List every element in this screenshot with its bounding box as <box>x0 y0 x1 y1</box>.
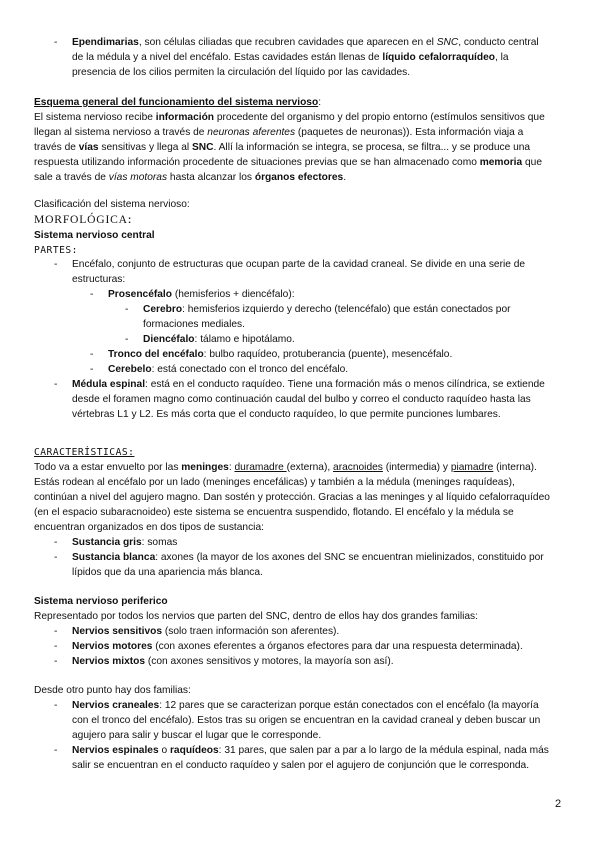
esquema-section <box>34 95 550 185</box>
esquema-title: Esquema general del funcionamiento del sistema nervioso: <box>34 97 322 108</box>
bullet-cerebro: - Cerebro: hemisferios izquierdo y derecho (telencéfalo) que están conectados por formaciones mediales. <box>125 304 511 330</box>
bullet-prosencefalo: - Prosencéfalo (hemisferios + diencéfalo): <box>90 289 295 300</box>
snc-heading: Sistema nervioso central <box>34 230 155 241</box>
bullet-sensitivos: - Nervios sensitivos (solo traen información son aferentes). <box>54 626 340 637</box>
ependimarias-text: Ependimarias, son células ciliadas que recubren cavidades que aparecen en el SNC, conducto central de la médula y a nivel del encéfalo. Estas cavidades están llenas de líquido cefalorraquídeo, la presencia de los cilios permiten la circulación del líquido por las cavidades. <box>72 37 539 78</box>
bullet-mixtos: - Nervios mixtos (con axones sensitivos y motores, la mayoría son así). <box>54 656 394 667</box>
snp-heading: Sistema nervioso periferico <box>34 596 168 607</box>
bullet-espinales: - Nervios espinales o raquídeos: 31 pares, que salen par a par a lo largo de la médula espinal, nada más salir se encuentran en el conducto raquídeo y salen por el agujero de conjunción que le corresponda. <box>54 745 549 771</box>
bullet-dash: - <box>54 379 58 390</box>
bullet-dash: - <box>54 745 58 756</box>
caracteristicas-section <box>34 445 550 535</box>
snp-intro: Representado por todos los nervios que parten del SNC, dentro de ellos hay dos grandes familias: <box>34 611 478 622</box>
bullet-dash: - <box>54 259 58 270</box>
bullet-encefalo <box>54 257 550 287</box>
bullet-sustancia-gris: - Sustancia gris: somas <box>54 537 178 548</box>
bullet-dash: - <box>54 537 58 548</box>
caracteristicas-heading: CARACTERÍSTICAS: <box>34 447 135 458</box>
bullet-dash: - <box>125 334 129 345</box>
bullet-ependimarias <box>54 35 550 80</box>
encefalo-text: Encéfalo, conjunto de estructuras que ocupan parte de la cavidad craneal. Se divide en una serie de estructuras: <box>72 259 526 285</box>
bullet-tronco: - Tronco del encéfalo: bulbo raquídeo, protuberancia (puente), mesencéfalo. <box>90 349 453 360</box>
bullet-dash: - <box>54 656 58 667</box>
bullet-dash: - <box>125 304 129 315</box>
bullet-dash: - <box>54 37 58 48</box>
bullet-medula: - Médula espinal: está en el conducto raquídeo. Tiene una formación más o menos cilíndrica, se extiende desde el foramen magno como continuación caudal del bulbo y correo el conducto raquídeo hasta las vértebras L1 y L2. Es más corta que el conducto raquídeo, lo que permite punciones lumbares. <box>54 379 545 420</box>
morfologica-heading: MORFOLÓGICA: <box>34 213 132 226</box>
esquema-paragraph: El sistema nervioso recibe información procedente del organismo y del propio entorno (estímulos sensitivos que llegan al sistema nervioso a través de neuronas aferentes (paquetes de neuronas)). Esta información viaja a través de vías sensitivas y llega al SNC. Allí la información se integra, se procesa, se filtra... y se produce una respuesta utilizando información procedente de situaciones previas que se han almacenado como memoria que sale a través de vías motoras hasta alcanzar los órganos efectores. <box>34 112 545 183</box>
clasificacion-section <box>34 197 550 258</box>
bullet-diencefalo: - Diencéfalo: tálamo e hipotálamo. <box>125 334 295 345</box>
bullet-dash: - <box>54 641 58 652</box>
clasificacion-label: Clasificación del sistema nervioso: <box>34 199 190 210</box>
bullet-dash: - <box>54 552 58 563</box>
caracteristicas-paragraph: Todo va a estar envuelto por las meninges: duramadre (externa), aracnoides (intermedia) y piamadre (interna). Estás rodean al encéfalo por un lado (meninges encefálicas) y también a la médula (meninges raquídeas), continúan a nivel del agujero magno. Dan sostén y protección. Gracias a las meninges y al líquido cefalorraquídeo (en el espacio subaracnoideo) este sistema se encuentra suspendido, flotando. El encéfalo y la médula se encuentran organizados en dos tipos de sustancia: <box>34 462 550 533</box>
bullet-dash: - <box>90 289 94 300</box>
otro-punto: Desde otro punto hay dos familias: <box>34 685 191 696</box>
partes-heading: PARTES: <box>34 245 78 256</box>
bullet-dash: - <box>90 349 94 360</box>
page-number: 2 <box>555 798 562 810</box>
bullet-dash: - <box>90 364 94 375</box>
bullet-dash: - <box>54 700 58 711</box>
bullet-motores: - Nervios motores (con axones eferentes a órganos efectores para dar una respuesta determinada). <box>54 641 523 652</box>
bullet-cerebelo: - Cerebelo: está conectado con el tronco del encéfalo. <box>90 364 349 375</box>
bullet-sustancia-blanca: - Sustancia blanca: axones (la mayor de los axones del SNC se encuentran mielinizados, constituido por lípidos que da una apariencia más blanca. <box>54 552 544 578</box>
bullet-craneales: - Nervios craneales: 12 pares que se caracterizan porque están conectados con el encéfalo (la mayoría con el tronco del encéfalo). Estos tras su origen se encuentran en la cavidad craneal y deben buscar un agujero para salir y buscar el lugar que le corresponde. <box>54 700 541 741</box>
bullet-dash: - <box>54 626 58 637</box>
snp-section <box>34 594 550 624</box>
